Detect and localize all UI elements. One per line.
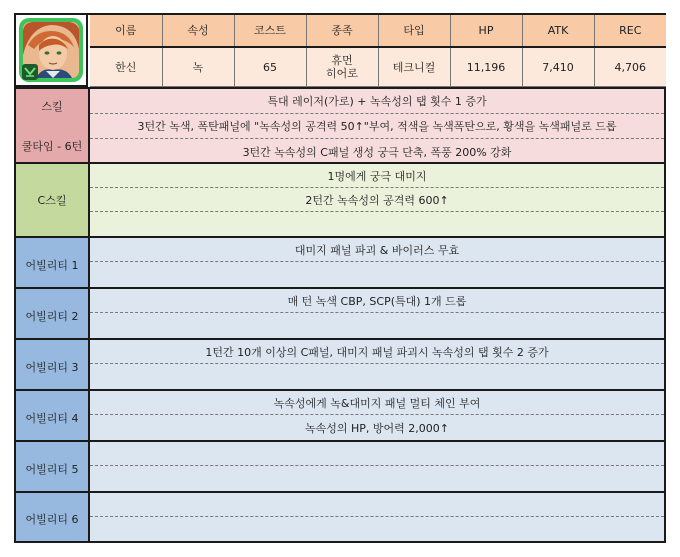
ability-1-label: 어빌리티 1 <box>25 258 79 272</box>
skill-line-2: 3턴간 녹색, 폭탄패널에 "녹속성의 공격력 50↑"부여, 적색을 녹색폭탄으로, 황색을 녹색패널로 드롭 <box>90 114 664 139</box>
stats-value-row <box>90 47 666 87</box>
header-hp: HP <box>450 15 522 47</box>
cskill-line-3 <box>90 212 664 236</box>
ability-4-line-1: 녹속성에게 녹&대미지 패널 멀티 체인 부여 <box>90 391 664 415</box>
ability-2-section <box>16 289 664 340</box>
ability-4-line-2: 녹속성의 HP, 방어력 2,000↑ <box>305 421 449 435</box>
ability-5-section <box>16 442 664 493</box>
value-cost: 65 <box>234 47 306 87</box>
ability-3-label-cell <box>16 340 90 389</box>
ability-6-line-1 <box>90 493 664 517</box>
ability-1-line-2 <box>90 262 664 287</box>
cskill-line-2: 2턴간 녹속성의 공격력 600↑ <box>90 188 664 212</box>
cskill-line-1: 1명에게 궁극 대미지 <box>90 164 664 188</box>
skill-cooldown: 쿨타임 - 6턴 <box>21 139 83 153</box>
stats-header-row <box>90 15 666 47</box>
character-sheet <box>14 13 666 543</box>
value-hp: 11,196 <box>450 47 522 87</box>
ability-5-line-2 <box>90 466 664 491</box>
character-portrait <box>16 15 88 87</box>
ability-2-label-cell <box>16 289 90 338</box>
ability-6-section <box>16 493 664 541</box>
value-rec: 4,706 <box>594 47 666 87</box>
header-type: 타입 <box>378 15 450 47</box>
ability-4-label-cell <box>16 391 90 440</box>
stats-table <box>90 15 666 87</box>
header-attribute: 속성 <box>162 15 234 47</box>
header-rec: REC <box>594 15 666 47</box>
ability-5-line-1 <box>90 442 664 466</box>
skill-label-cell <box>16 89 90 162</box>
header-name: 이름 <box>90 15 162 47</box>
ability-3-section <box>16 340 664 391</box>
value-race: 휴먼 히어로 <box>306 47 378 87</box>
value-atk: 7,410 <box>522 47 594 87</box>
ability-1-section <box>16 238 664 289</box>
skill-section <box>16 87 664 164</box>
faction-badge-icon <box>22 64 38 80</box>
ability-6-label-cell <box>16 493 90 541</box>
skill-label: 스킬 <box>41 99 63 113</box>
ability-5-label-cell <box>16 442 90 491</box>
skill-line-3: 3턴간 녹속성의 C패널 생성 궁극 단축, 폭풍 200% 강화 <box>242 145 512 159</box>
ability-3-line-1: 1턴간 10개 이상의 C패널, 대미지 패널 파괴시 녹속성의 탭 횟수 2 증가 <box>90 340 664 364</box>
ability-5-label: 어빌리티 5 <box>25 462 79 476</box>
ability-3-label: 어빌리티 3 <box>25 360 79 374</box>
ability-1-line-1: 대미지 패널 파괴 & 바이러스 무효 <box>90 238 664 262</box>
header-cost: 코스트 <box>234 15 306 47</box>
cskill-label-cell <box>16 164 90 236</box>
skill-line-1: 특대 레이저(가로) + 녹속성의 탭 횟수 1 증가 <box>90 89 664 114</box>
ability-1-label-cell <box>16 238 90 287</box>
ability-4-label: 어빌리티 4 <box>25 411 79 425</box>
value-type: 테크니컬 <box>378 47 450 87</box>
ability-6-line-2 <box>90 517 664 541</box>
value-attribute: 녹 <box>162 47 234 87</box>
ability-2-line-1: 매 턴 녹색 CBP, SCP(특대) 1개 드롭 <box>90 289 664 313</box>
ability-3-line-2 <box>90 364 664 389</box>
cskill-label: C스킬 <box>37 194 67 207</box>
ability-6-label: 어빌리티 6 <box>25 513 79 526</box>
ability-4-section <box>16 391 664 442</box>
header-race: 종족 <box>306 15 378 47</box>
ability-2-line-2 <box>90 313 664 338</box>
value-name: 한신 <box>90 47 162 87</box>
ability-2-label: 어빌리티 2 <box>25 309 79 323</box>
header-atk: ATK <box>522 15 594 47</box>
cskill-section <box>16 164 664 238</box>
